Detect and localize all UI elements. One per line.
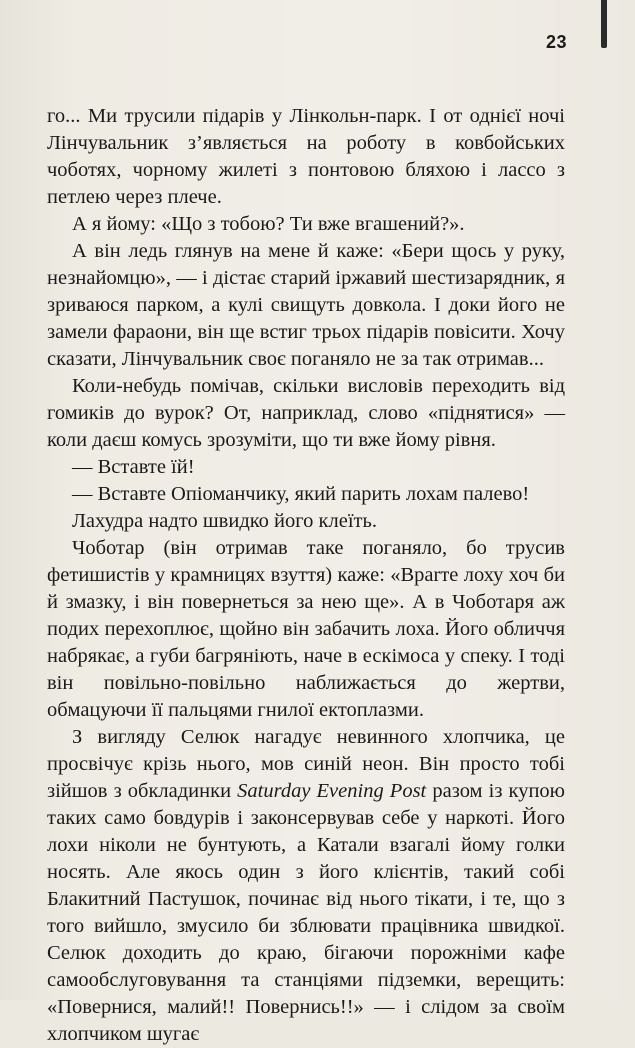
magazine-title: Saturday Evening Post — [237, 780, 427, 802]
page-number: 23 — [546, 32, 568, 52]
paragraph-3: А він ледь глянув на мене й каже: «Бери щось у руку, незнайомцю», — і дістає старий іржавий шестизарядник, я зриваюся парком, а кулі свищуть довкола. І доки його не замели фараони, він ще встиг трьох підарів повісити. Хочу сказати, Лінчувальник своє поганяло не за так отримав... — [47, 240, 565, 370]
paragraph-7: Лахудра надто швидко його клеїть. — [72, 510, 377, 532]
paragraph-2: А я йому: «Що з тобою? Ти вже вгашений?». — [72, 213, 465, 235]
dialog-line-1: — Вставте їй! — [72, 456, 195, 478]
paragraph-9 — [47, 724, 565, 1048]
dialog-line-2: — Вставте Опіоманчику, який парить лохам палево! — [72, 483, 530, 505]
paragraph-8: Чоботар (він отримав таке поганяло, бо трусив фетишистів у крамницях взуття) каже: «Вparте лоху хоч би й змазку, і він повернеться за нею ще». А в Чоботаря аж подих перехоплює, щойно він забачить лоха. Його обличчя набрякає, а губи багряніють, наче в ескімоса у спеку. І тоді він повільно-повільно наближається до жертви, обмацуючи її пальцями гнилої ектоплазми. — [47, 537, 565, 721]
text-body — [47, 103, 565, 1048]
paragraph-9-start: З вигляду Селюк нагадує невинного хлопчика, це просвічує крізь нього, мов синій неон. Він просто тобі зійшов з обкладинки — [47, 726, 565, 802]
page-edge-bookmark — [601, 0, 607, 48]
paragraph-9-end: разом із купою таких само бовдурів і законсервував себе у наркоті. Його лохи ніколи не бунтують, а Катали взагалі йому голки носять. Але якось один з його клієнтів, такий собі Блакитний Пастушок, починає від нього тікати, і те, що з того вийшло, змусило би зблювати працівника швидкої. Селюк доходить до краю, бігаючи порожніми кафе самообслуговування та станціями підземки, верещить: «Повернися, малий!! Повернись!!» — і слідом за своїм хлопчиком шугає — [47, 780, 565, 1045]
paragraph-1: го... Ми трусили підарів у Лінкольн-парк. І от однієї ночі Лінчувальник з’являється на роботу в ковбойських чоботях, чорному жилеті з понтовою бляхою і лассо з петлею через плече. — [47, 105, 565, 208]
paragraph-4: Коли-небудь помічав, скільки висловів переходить від гомиків до вурок? От, наприклад, слово «піднятися» — коли даєш комусь зрозуміти, що ти вже йому рівня. — [47, 375, 565, 451]
